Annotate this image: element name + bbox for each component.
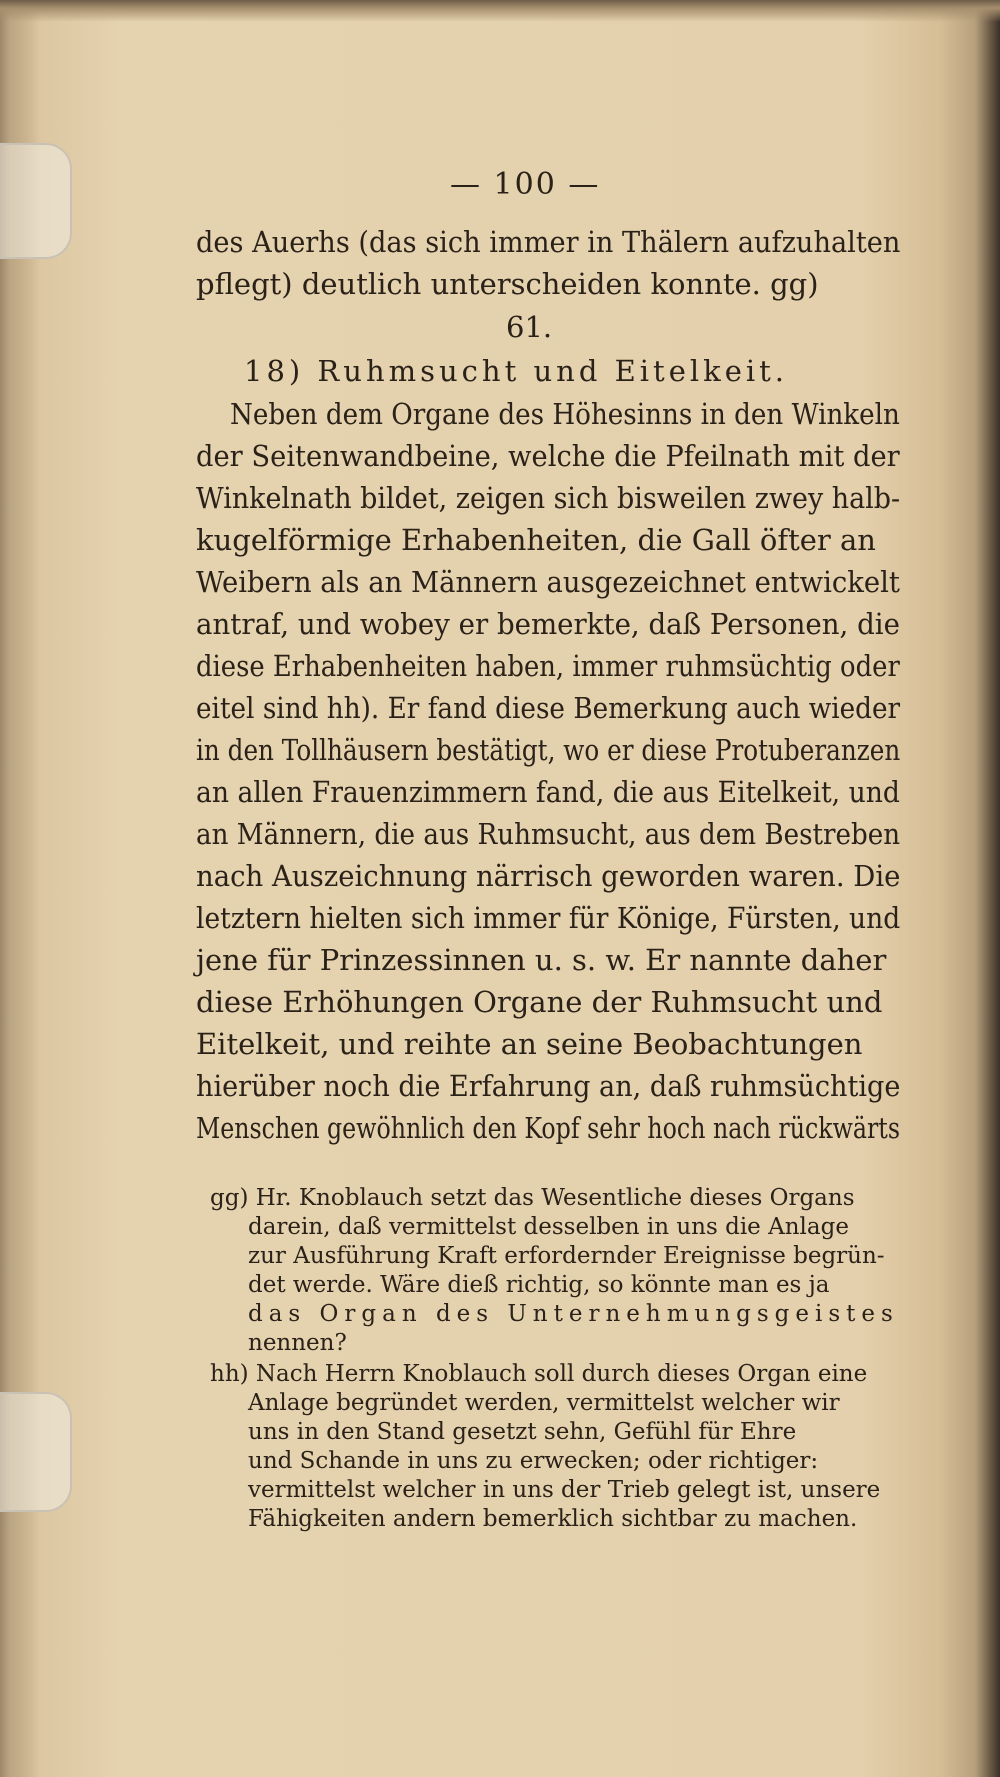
footnote-line: uns in den Stand gesetzt sehn, Gefühl für Ehre — [248, 1419, 797, 1445]
footnote-line: das Organ des Unternehmungsgeistes — [248, 1301, 899, 1327]
text-line: an allen Frauenzimmern fand, die aus Eitelkeit, und — [196, 775, 900, 809]
text-line: Weibern als an Männern ausgezeichnet entwickelt — [196, 565, 900, 599]
footnote-line: zur Ausführung Kraft erfordernder Ereignisse begrün- — [248, 1243, 885, 1269]
text-line: an Männern, die aus Ruhmsucht, aus dem Bestreben — [196, 817, 901, 851]
bookmark-tab — [0, 143, 72, 259]
text-line: der Seitenwandbeine, welche die Pfeilnath mit der — [196, 439, 900, 473]
footnote-hh: hh) Nach Herrn Knoblauch soll durch dieses Organ eine — [210, 1361, 868, 1387]
page-top-edge — [0, 0, 1000, 22]
text-line: antraf, und wobey er bemerkte, daß Personen, die — [196, 607, 900, 641]
text-line: nach Auszeichnung närrisch geworden waren. Die — [196, 859, 901, 893]
text-line: kugelförmige Erhabenheiten, die Gall öfter an — [196, 523, 876, 557]
text-line: letztern hielten sich immer für Könige, Fürsten, und — [196, 901, 901, 935]
section-heading: 18) Ruhmsucht und Eitelkeit. — [244, 354, 789, 388]
footnote-line: und Schande in uns zu erwecken; oder richtiger: — [248, 1448, 819, 1474]
text-line: des Auerhs (das sich immer in Thälern aufzuhalten — [196, 225, 901, 259]
footnote-line: det werde. Wäre dieß richtig, so könnte man es ja — [248, 1272, 830, 1298]
footnote-line: nennen? — [248, 1330, 347, 1356]
text-line: Neben dem Organe des Höhesinns in den Winkeln — [230, 397, 900, 431]
text-line: diese Erhabenheiten haben, immer ruhmsüchtig oder — [196, 649, 900, 683]
footnote-line: vermittelst welcher in uns der Trieb gelegt ist, unsere — [248, 1477, 881, 1503]
text-line: Winkelnath bildet, zeigen sich bisweilen zwey halb- — [196, 481, 901, 515]
text-line: eitel sind hh). Er fand diese Bemerkung auch wieder — [196, 691, 901, 725]
section-number: 61. — [506, 310, 553, 344]
page-number: — 100 — — [450, 167, 601, 202]
text-line: Menschen gewöhnlich den Kopf sehr hoch nach rückwärts — [196, 1111, 900, 1145]
bookmark-tab — [0, 1392, 72, 1512]
text-line: Eitelkeit, und reihte an seine Beobachtungen — [196, 1027, 863, 1061]
text-line: pflegt) deutlich unterscheiden konnte. gg) — [196, 267, 819, 301]
footnote-line: darein, daß vermittelst desselben in uns die Anlage — [248, 1214, 849, 1240]
footnote-line: Anlage begründet werden, vermittelst welcher wir — [248, 1390, 840, 1416]
text-line: diese Erhöhungen Organe der Ruhmsucht und — [196, 985, 883, 1019]
footnote-gg: gg) Hr. Knoblauch setzt das Wesentliche dieses Organs — [210, 1185, 855, 1211]
text-line: in den Tollhäusern bestätigt, wo er diese Protuberanzen — [196, 733, 901, 767]
footnote-line: Fähigkeiten andern bemerklich sichtbar zu machen. — [248, 1506, 858, 1532]
text-line: jene für Prinzessinnen u. s. w. Er nannte daher — [196, 943, 887, 977]
text-line: hierüber noch die Erfahrung an, daß ruhmsüchtige — [196, 1069, 901, 1103]
